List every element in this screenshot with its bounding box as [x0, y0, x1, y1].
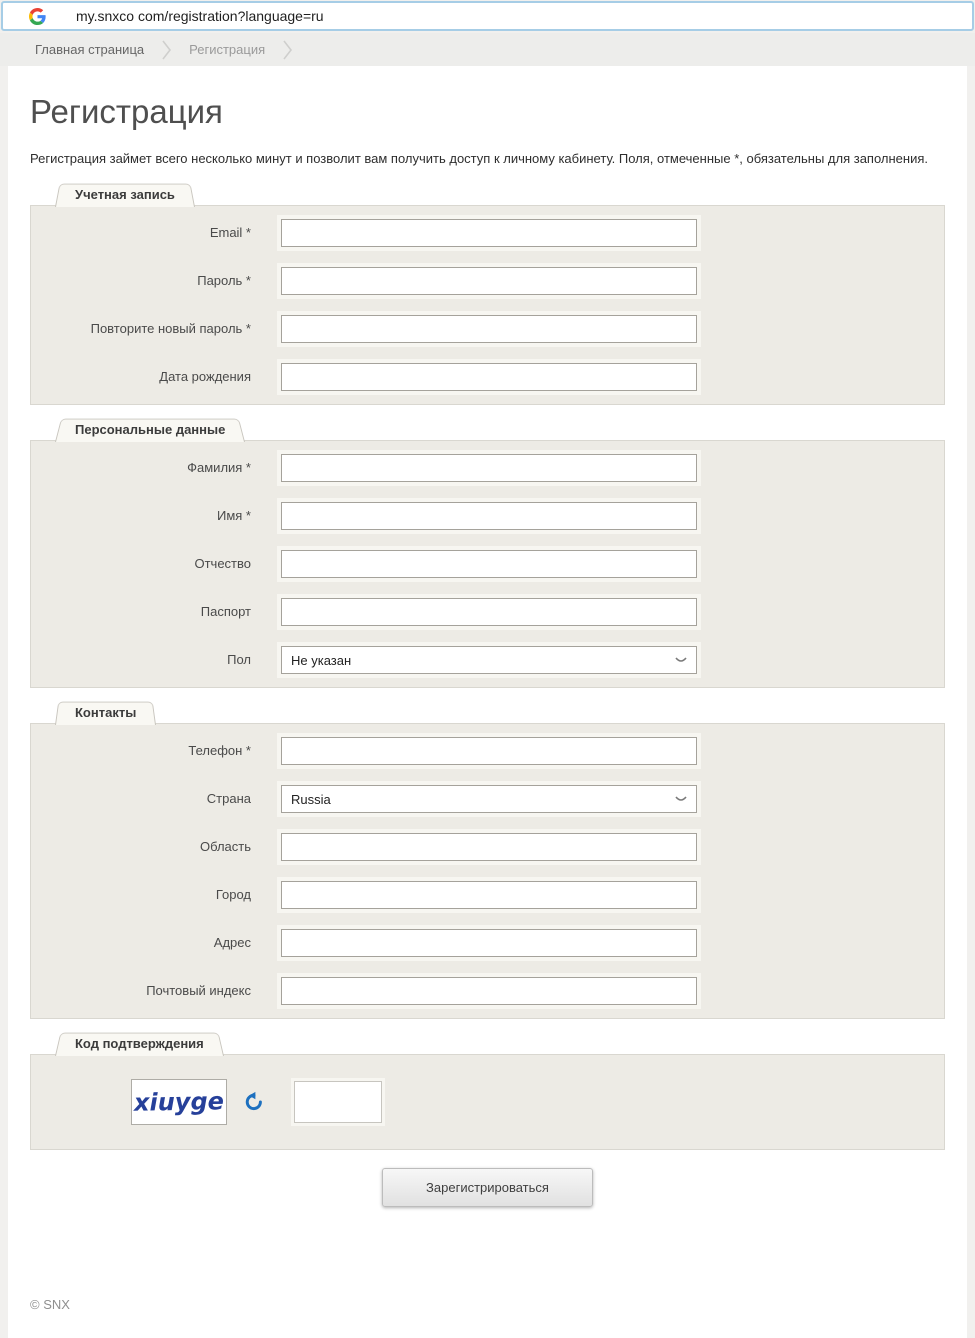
password-repeat-input[interactable]	[281, 315, 697, 343]
field-row	[31, 871, 944, 919]
birthdate-input[interactable]	[281, 363, 697, 391]
country-select[interactable]	[281, 785, 697, 813]
city-input[interactable]	[281, 881, 697, 909]
captcha-input[interactable]	[294, 1081, 382, 1123]
chevron-down-icon	[675, 656, 687, 664]
section-captcha-legend: Код подтверждения	[55, 1031, 224, 1055]
lastname-input[interactable]	[281, 454, 697, 482]
gender-select[interactable]	[281, 646, 697, 674]
field-row	[31, 775, 944, 823]
google-g-icon	[29, 8, 46, 25]
gender-select-value: Не указан	[291, 652, 352, 668]
field-label: Дата рождения	[159, 369, 251, 385]
page-title: Регистрация	[30, 93, 223, 130]
field-row	[31, 967, 944, 1015]
field-row	[31, 823, 944, 871]
url-bar[interactable]	[1, 1, 974, 31]
field-label: Почтовый индекс	[146, 983, 251, 999]
field-row	[31, 492, 944, 540]
section-account-legend: Учетная запись	[55, 182, 195, 206]
field-row	[31, 444, 944, 492]
field-label: Область	[199, 839, 251, 855]
field-row	[31, 540, 944, 588]
field-row	[31, 919, 944, 967]
field-label: Повторите новый пароль *	[90, 321, 251, 337]
chevron-separator-icon	[283, 40, 292, 60]
breadcrumb	[0, 33, 975, 66]
section-captcha	[30, 1031, 945, 1150]
field-label: Пароль *	[197, 273, 251, 289]
field-row	[31, 353, 944, 401]
url-text[interactable]: my.snxco com/registration?language=ru	[76, 8, 324, 24]
captcha-code-text: xiuyge	[133, 1087, 225, 1117]
content-card	[8, 66, 967, 1338]
region-input[interactable]	[281, 833, 697, 861]
section-contacts	[30, 700, 945, 1019]
address-input[interactable]	[281, 929, 697, 957]
field-label: Город	[215, 887, 251, 903]
field-label: Отчество	[194, 556, 251, 572]
footer-copyright: © SNX	[30, 1297, 70, 1312]
section-account	[30, 182, 945, 405]
field-label: Email *	[209, 225, 251, 241]
password-input[interactable]	[281, 267, 697, 295]
field-label: Паспорт	[200, 604, 251, 620]
field-label: Имя *	[217, 508, 251, 524]
field-row	[31, 588, 944, 636]
chevron-separator-icon	[162, 40, 171, 60]
phone-input[interactable]	[281, 737, 697, 765]
field-row	[31, 257, 944, 305]
field-label: Фамилия *	[187, 460, 251, 476]
chevron-down-icon	[675, 795, 687, 803]
firstname-input[interactable]	[281, 502, 697, 530]
field-label: Страна	[206, 791, 251, 807]
captcha-row	[31, 1058, 944, 1146]
field-label: Пол	[227, 652, 251, 668]
country-select-value: Russia	[291, 791, 331, 807]
field-row	[31, 209, 944, 257]
email-input[interactable]	[281, 219, 697, 247]
register-button[interactable]: Зарегистрироваться	[382, 1168, 593, 1207]
postal-code-input[interactable]	[281, 977, 697, 1005]
passport-input[interactable]	[281, 598, 697, 626]
captcha-refresh-button[interactable]	[241, 1089, 267, 1115]
captcha-image	[131, 1079, 227, 1125]
middlename-input[interactable]	[281, 550, 697, 578]
section-personal-legend: Персональные данные	[55, 417, 245, 441]
field-row	[31, 305, 944, 353]
breadcrumb-item-registration[interactable]: Регистрация	[189, 42, 266, 57]
breadcrumb-item-home[interactable]: Главная страница	[35, 42, 145, 57]
refresh-icon	[243, 1091, 265, 1113]
field-label: Телефон *	[188, 743, 251, 759]
section-personal	[30, 417, 945, 688]
field-row	[31, 727, 944, 775]
field-row	[31, 636, 944, 684]
section-contacts-legend: Контакты	[55, 700, 156, 724]
page-intro: Регистрация займет всего несколько минут и позволит вам получить доступ к личному кабинету. Поля, отмеченные *, обязательны для заполнения.	[30, 151, 928, 166]
field-label: Адрес	[213, 935, 251, 951]
